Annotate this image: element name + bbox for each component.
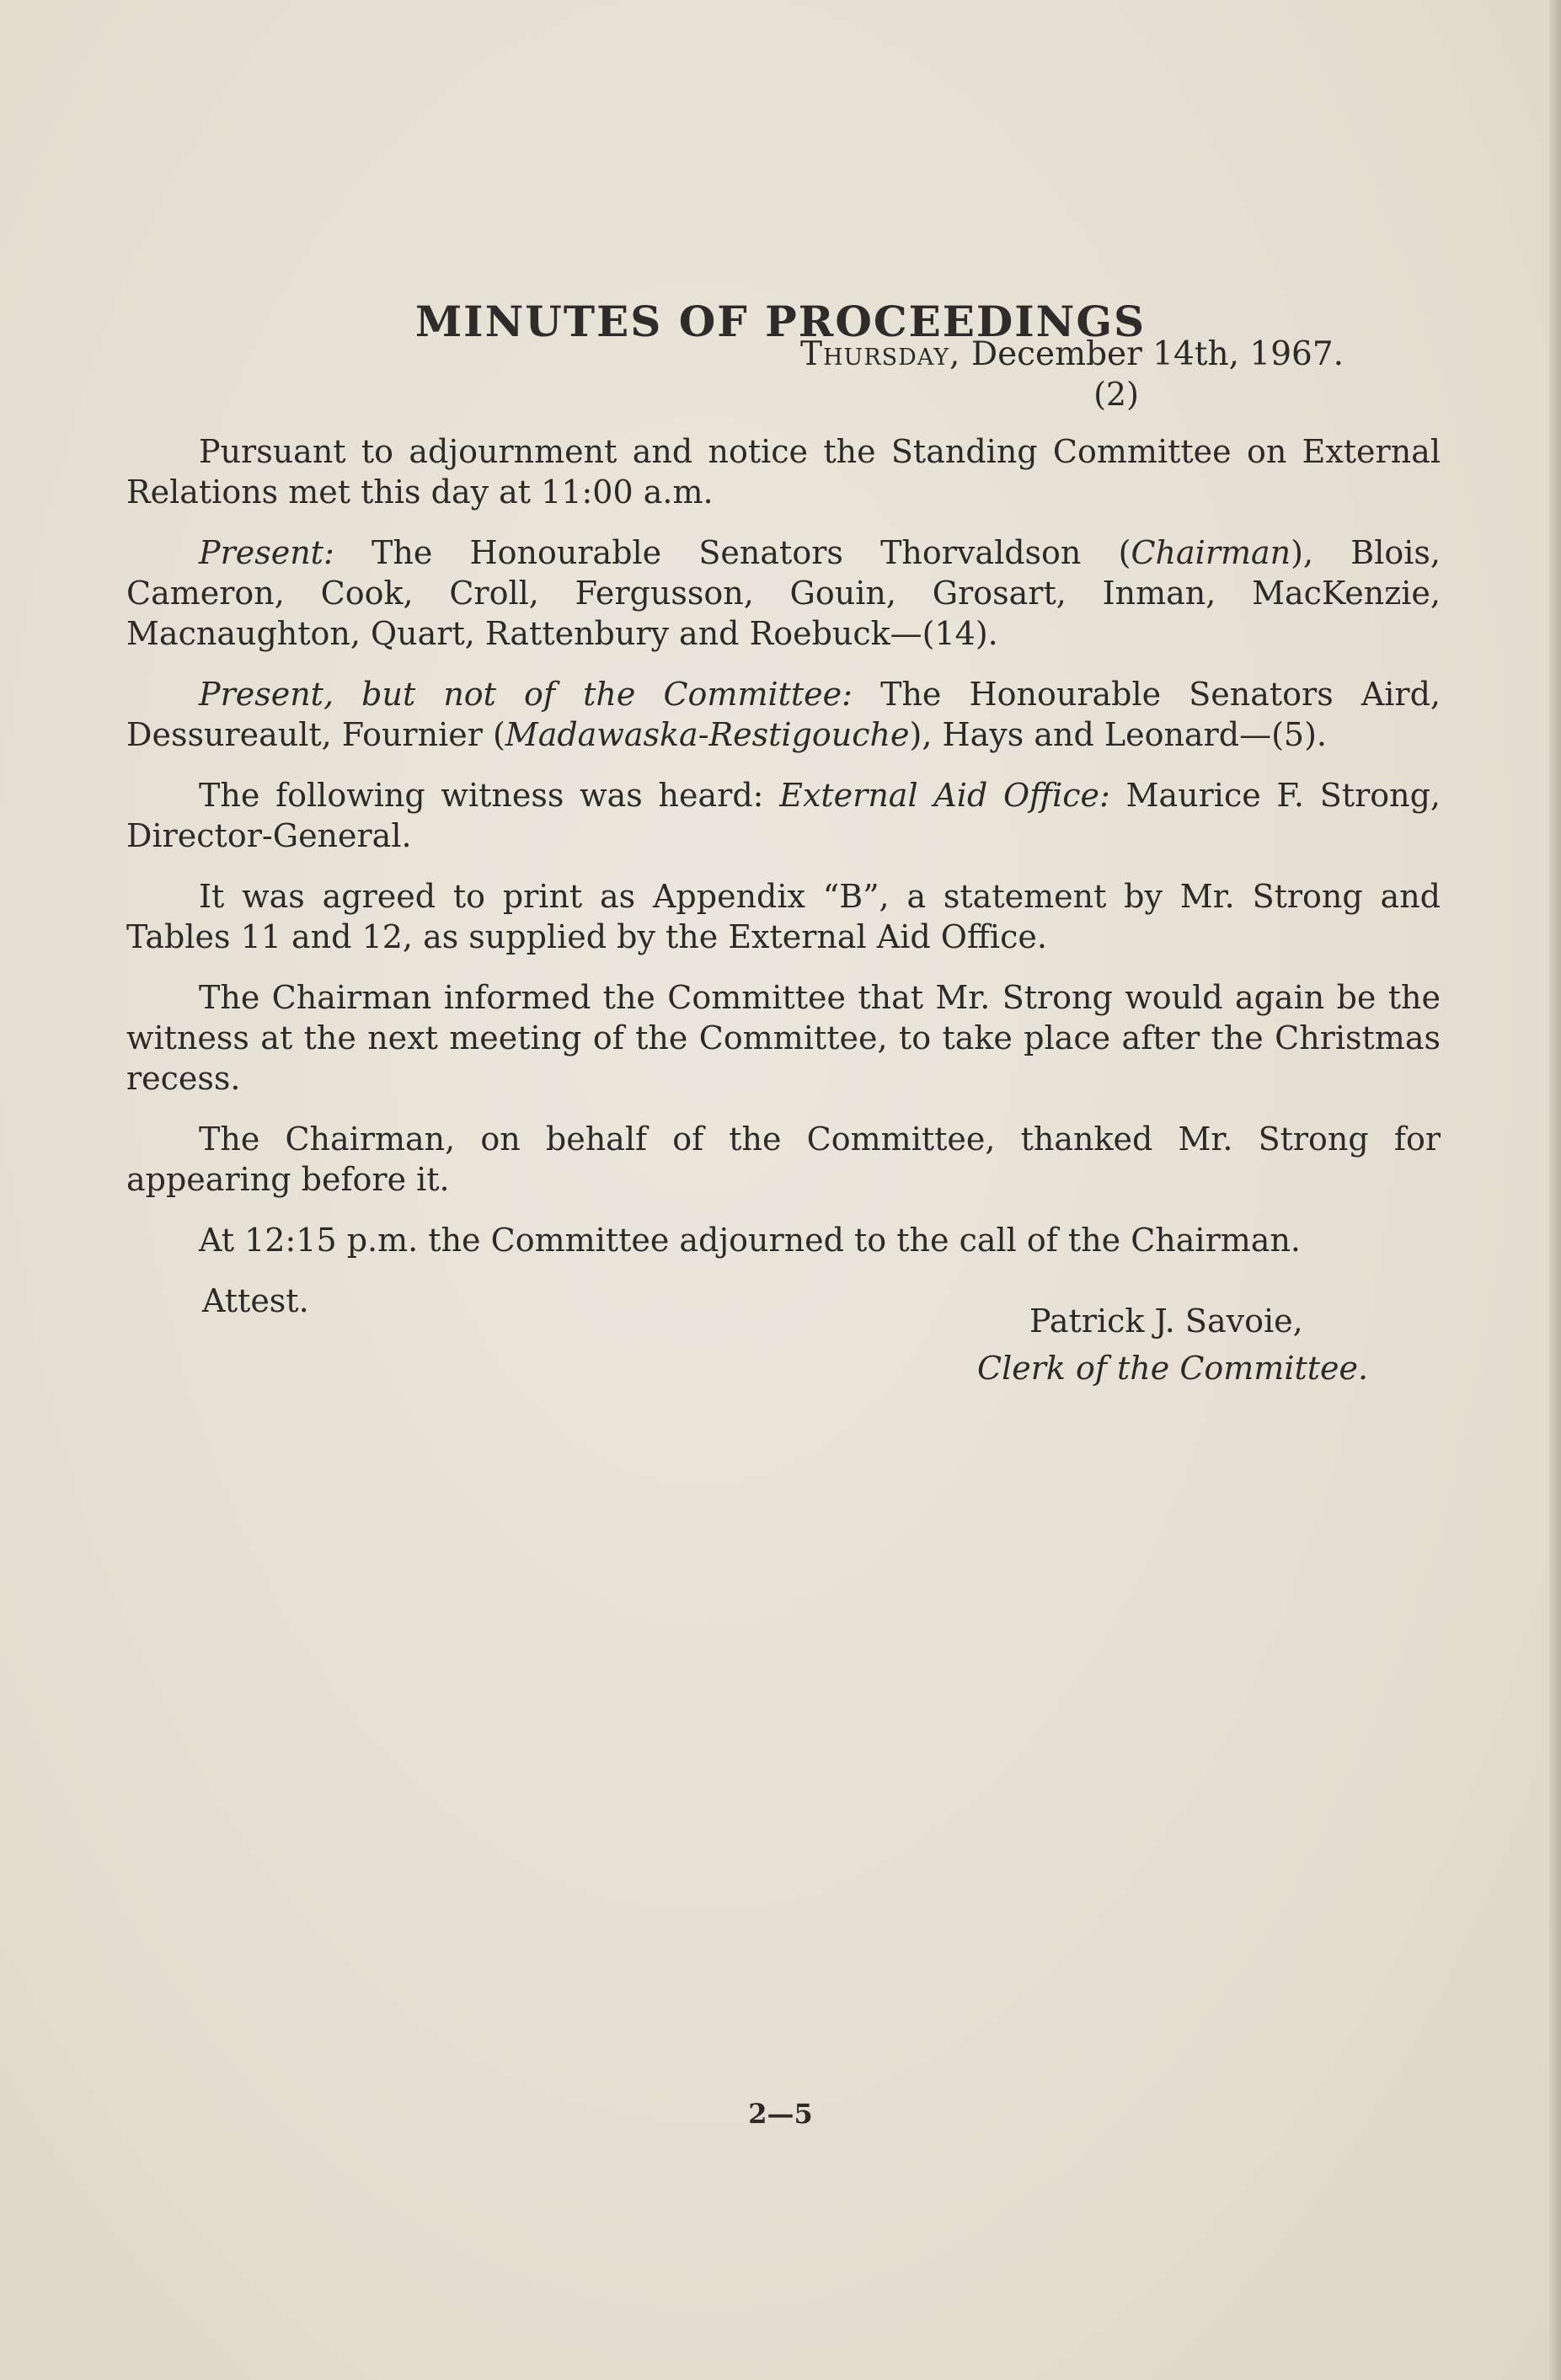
present-list: ), Blois, Cameron, Cook, Croll, Fergusson, Gouin, Grosart, Inman, MacKenzie, Macnaughton, Quart, Rattenbury and Roebuck—(14).	[126, 534, 1441, 652]
page-edge-shadow	[1549, 0, 1561, 2380]
non-members-list: ), Hays and Leonard—(5).	[909, 716, 1327, 753]
present-text: The Honourable Senators Thorvaldson (	[372, 534, 1131, 571]
paragraph-witness	[126, 775, 1441, 856]
non-members-label: Present, but not of the Committee:	[199, 676, 853, 713]
paragraph-adjournment: At 12:15 p.m. the Committee adjourned to the call of the Chairman.	[199, 1222, 1301, 1259]
signature-block	[927, 1297, 1398, 1392]
present-chairman: Chairman	[1131, 534, 1291, 571]
witness-name: Maurice F. Strong, Director-General.	[126, 777, 1441, 854]
meeting-date-text: December 14th, 1967.	[970, 335, 1344, 373]
paragraph-thanks: The Chairman, on behalf of the Committee, thanked Mr. Strong for appearing before it.	[126, 1120, 1441, 1198]
meeting-day: Thursday,	[800, 335, 961, 373]
paragraph-next-meeting: The Chairman informed the Committee that Mr. Strong would again be the witness at the next meeting of the Committee, to take place after the Christmas recess.	[126, 979, 1441, 1097]
session-number: (2)	[1093, 376, 1139, 413]
attest-line: Attest.	[202, 1282, 309, 1319]
witness-org: External Aid Office:	[779, 777, 1110, 814]
non-members-text: The Honourable Senators Aird, Dessureault, Fournier (	[126, 676, 1441, 753]
non-members-place: Madawaska-Restigouche	[505, 716, 910, 753]
clerk-title: Clerk of the Committee.	[977, 1350, 1369, 1387]
witness-text: The following witness was heard:	[199, 777, 780, 814]
paragraph-present	[126, 532, 1441, 654]
paragraph-convening: Pursuant to adjournment and notice the Standing Committee on External Relations met this day at 11:00 a.m.	[126, 433, 1441, 511]
clerk-name: Patrick J. Savoie,	[1029, 1302, 1303, 1340]
meeting-date	[800, 335, 1356, 373]
paragraph-present-non-members	[126, 674, 1441, 755]
page-title: MINUTES OF PROCEEDINGS	[414, 296, 1147, 346]
present-label: Present:	[199, 534, 334, 571]
page-number: 2—5	[748, 2098, 813, 2130]
minutes-body	[126, 431, 1441, 1345]
paragraph-appendix: It was agreed to print as Appendix “B”, a statement by Mr. Strong and Tables 11 and 12, as supplied by the External Aid Office.	[126, 878, 1441, 955]
